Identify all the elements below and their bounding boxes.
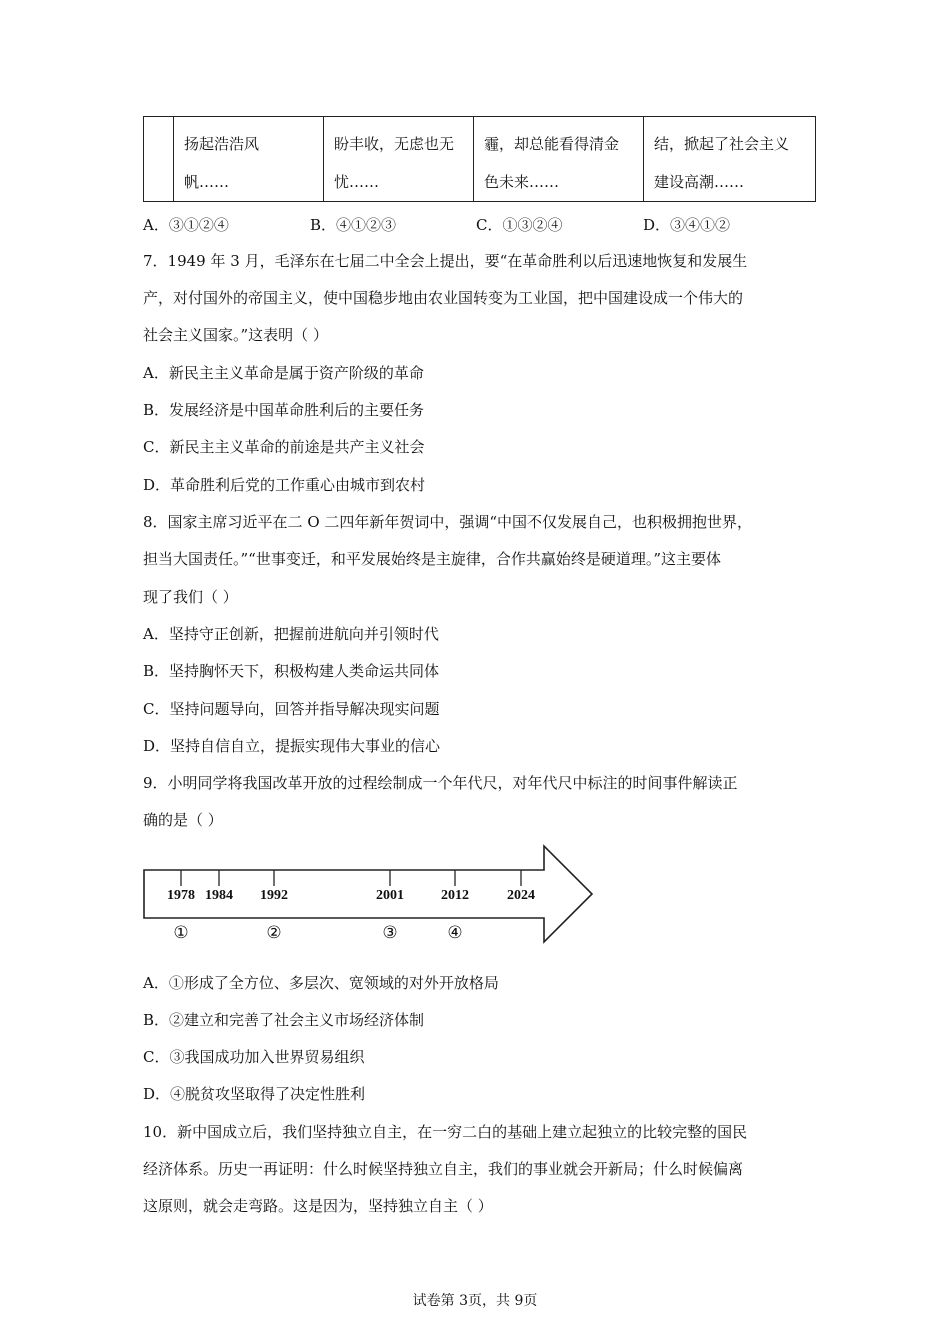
table-cell: 霾，却总能看得清金 色未来…… — [474, 117, 644, 202]
option-d: D．④脱贫攻坚取得了决定性胜利 — [143, 1085, 366, 1103]
table-cell: 扬起浩浩风 帆…… — [174, 117, 324, 202]
option-b: B．④①②③ — [310, 216, 397, 234]
option-a: A．坚持守正创新，把握前进航向并引领时代 — [143, 625, 439, 643]
question-6-table — [143, 116, 816, 202]
option-a: A．①形成了全方位、多层次、宽领域的对外开放格局 — [143, 974, 499, 992]
question-10-stem: 这原则，就会走弯路。这是因为，坚持独立自主（ ） — [143, 1197, 493, 1215]
timeline-mark: ③ — [382, 923, 398, 943]
question-8-stem: 8．国家主席习近平在二 O 二四年新年贺词中，强调“中国不仅发展自己，也积极拥抱世界， — [143, 513, 753, 531]
option-a: A．③①②④ — [143, 216, 229, 234]
option-c: C．新民主主义革命的前途是共产主义社会 — [143, 438, 425, 456]
option-c: C．①③②④ — [476, 216, 563, 234]
table-cell: 结，掀起了社会主义 建设高潮…… — [644, 117, 816, 202]
question-7-stem: 7．1949 年 3 月，毛泽东在七届二中全会上提出，要“在革命胜利以后迅速地恢复和发展生 — [143, 252, 748, 270]
timeline-mark: ① — [173, 923, 189, 943]
option-d: D．革命胜利后党的工作重心由城市到农村 — [143, 476, 426, 494]
question-10-stem: 10．新中国成立后，我们坚持独立自主，在一穷二白的基础上建立起独立的比较完整的国民 — [143, 1123, 748, 1141]
question-7-stem: 社会主义国家。”这表明（ ） — [143, 326, 328, 344]
question-10-stem: 经济体系。历史一再证明：什么时候坚持独立自主，我们的事业就会开新局；什么时候偏离 — [143, 1160, 744, 1178]
option-c: C．③我国成功加入世界贸易组织 — [143, 1048, 365, 1066]
question-6-options — [143, 214, 815, 234]
timeline-year: 1978 — [167, 888, 195, 903]
question-8-stem: 现了我们（ ） — [143, 588, 238, 606]
option-b: B．坚持胸怀天下，积极构建人类命运共同体 — [143, 662, 440, 680]
question-8-stem: 担当大国责任。”“世事变迁，和平发展始终是主旋律，合作共赢始终是硬道理。”这主要体 — [143, 550, 722, 568]
question-7-stem: 产，对付国外的帝国主义，使中国稳步地由农业国转变为工业国，把中国建设成一个伟大的 — [143, 289, 744, 307]
timeline-mark: ④ — [447, 923, 463, 943]
page-footer: 试卷第 3页，共 9页 — [412, 1293, 538, 1309]
table-cell: 盼丰收，无虑也无 忧…… — [324, 117, 474, 202]
option-b: B．②建立和完善了社会主义市场经济体制 — [143, 1011, 425, 1029]
timeline-year: 2012 — [441, 888, 469, 903]
option-c: C．坚持问题导向，回答并指导解决现实问题 — [143, 700, 440, 718]
option-a: A．新民主主义革命是属于资产阶级的革命 — [143, 364, 424, 382]
timeline-year: 1992 — [260, 888, 288, 903]
timeline-mark: ② — [266, 923, 282, 943]
question-9-stem: 9．小明同学将我国改革开放的过程绘制成一个年代尺，对年代尺中标注的时间事件解读正 — [143, 774, 738, 792]
question-9-stem: 确的是（ ） — [143, 811, 223, 829]
timeline-year: 1984 — [205, 888, 233, 903]
table-row — [144, 117, 816, 202]
timeline-year: 2001 — [376, 888, 404, 903]
option-d: D．坚持自信自立，提振实现伟大事业的信心 — [143, 737, 441, 755]
table-cell-empty — [144, 117, 174, 202]
timeline-ruler — [140, 842, 600, 946]
option-d: D．③④①② — [643, 216, 731, 234]
timeline-year: 2024 — [507, 888, 535, 903]
option-b: B．发展经济是中国革命胜利后的主要任务 — [143, 401, 425, 419]
